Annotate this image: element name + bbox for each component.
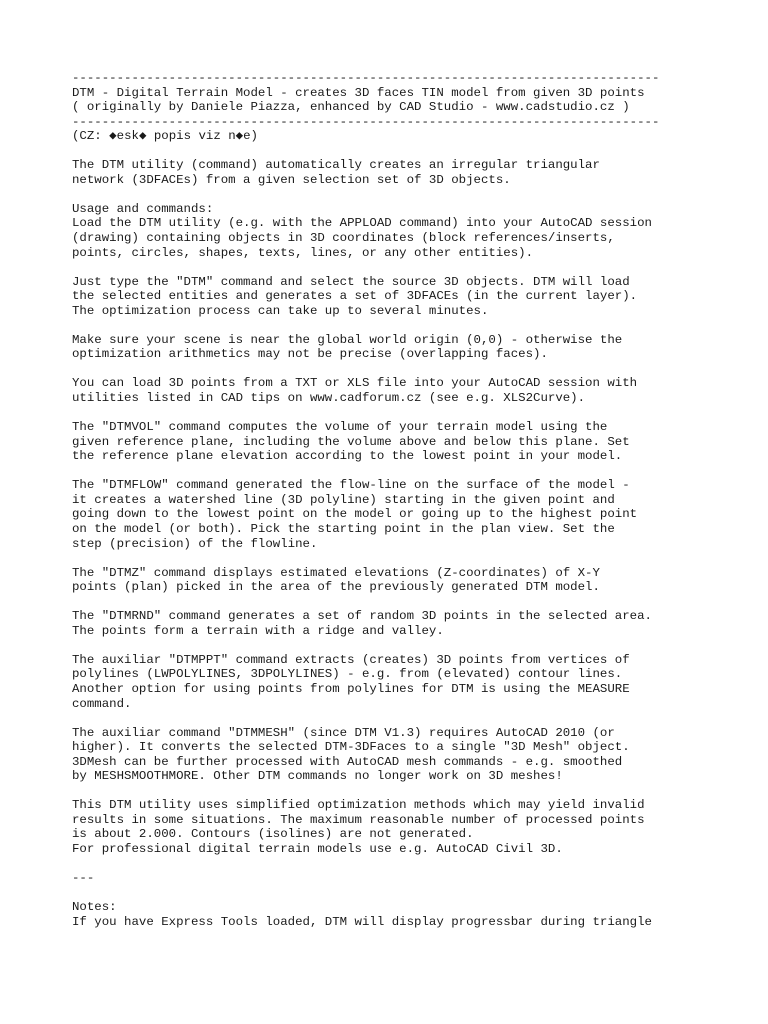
- text-line: points (plan) picked in the area of the previously generated DTM model.: [72, 580, 600, 595]
- text-line: The "DTMFLOW" command generated the flow-line on the surface of the model -: [72, 478, 630, 493]
- text-line: The "DTMRND" command generates a set of random 3D points in the selected area.: [72, 609, 652, 624]
- text-line: The DTM utility (command) automatically creates an irregular triangular: [72, 158, 600, 173]
- blank-line: [72, 144, 762, 159]
- text-line: the reference plane elevation according to the lowest point in your model.: [72, 449, 623, 464]
- blank-line: [72, 857, 762, 872]
- blank-line: [72, 187, 762, 202]
- text-line: it creates a watershed line (3D polyline) starting in the given point and: [72, 492, 615, 507]
- text-line: For professional digital terrain models use e.g. AutoCAD Civil 3D.: [72, 841, 563, 856]
- blank-line: [72, 784, 762, 799]
- text-line: ---: [72, 871, 95, 886]
- blank-line: [72, 464, 762, 479]
- text-line: is about 2.000. Contours (isolines) are not generated.: [72, 827, 474, 842]
- blank-line: [72, 595, 762, 610]
- text-line: points, circles, shapes, texts, lines, or any other entities).: [72, 245, 534, 260]
- text-line: -------------------------------------------------------------------------------: [72, 114, 660, 129]
- text-line: Another option for using points from polylines for DTM is using the MEASURE: [72, 681, 630, 696]
- text-line: Load the DTM utility (e.g. with the APPLOAD command) into your AutoCAD session: [72, 216, 652, 231]
- blank-line: [72, 260, 762, 275]
- text-line: -------------------------------------------------------------------------------: [72, 71, 660, 85]
- text-line: by MESHSMOOTHMORE. Other DTM commands no longer work on 3D meshes!: [72, 769, 563, 784]
- text-line: The points form a terrain with a ridge and valley.: [72, 623, 444, 638]
- blank-line: [72, 551, 762, 566]
- text-line: optimization arithmetics may not be precise (overlapping faces).: [72, 347, 548, 362]
- text-line: Make sure your scene is near the global world origin (0,0) - otherwise the: [72, 332, 623, 347]
- text-line: utilities listed in CAD tips on www.cadforum.cz (see e.g. XLS2Curve).: [72, 391, 586, 406]
- text-line: higher). It converts the selected DTM-3DFaces to a single "3D Mesh" object.: [72, 740, 630, 755]
- text-line: DTM - Digital Terrain Model - creates 3D faces TIN model from given 3D points: [72, 85, 645, 100]
- blank-line: [72, 638, 762, 653]
- text-line: This DTM utility uses simplified optimization methods which may yield invalid: [72, 798, 645, 813]
- text-line: results in some situations. The maximum reasonable number of processed points: [72, 812, 645, 827]
- text-line: on the model (or both). Pick the starting point in the plan view. Set the: [72, 521, 615, 536]
- blank-line: [72, 886, 762, 901]
- text-line: step (precision) of the flowline.: [72, 536, 318, 551]
- text-line: (drawing) containing objects in 3D coordinates (block references/inserts,: [72, 231, 615, 246]
- text-line: The auxiliar command "DTMMESH" (since DTM V1.3) requires AutoCAD 2010 (or: [72, 725, 615, 740]
- text-line: 3DMesh can be further processed with AutoCAD mesh commands - e.g. smoothed: [72, 754, 623, 769]
- text-line: going down to the lowest point on the model or going up to the highest point: [72, 507, 638, 522]
- text-line: If you have Express Tools loaded, DTM will display progressbar during triangle: [72, 914, 652, 929]
- text-line: The optimization process can take up to several minutes.: [72, 303, 489, 318]
- text-line: polylines (LWPOLYLINES, 3DPOLYLINES) - e.g. from (elevated) contour lines.: [72, 667, 623, 682]
- text-line: Usage and commands:: [72, 201, 214, 216]
- blank-line: [72, 711, 762, 726]
- text-line: Notes:: [72, 900, 117, 915]
- text-line: You can load 3D points from a TXT or XLS file into your AutoCAD session with: [72, 376, 638, 391]
- text-line: command.: [72, 696, 132, 711]
- blank-line: [72, 362, 762, 377]
- blank-line: [72, 318, 762, 333]
- text-line: The "DTMZ" command displays estimated elevations (Z-coordinates) of X-Y: [72, 565, 600, 580]
- text-line: given reference plane, including the volume above and below this plane. Set: [72, 434, 630, 449]
- text-line: ( originally by Daniele Piazza, enhanced by CAD Studio - www.cadstudio.cz ): [72, 100, 630, 115]
- text-line: the selected entities and generates a set of 3DFACEs (in the current layer).: [72, 289, 638, 304]
- text-line: (CZ: ◆esk◆ popis viz n◆e): [72, 129, 258, 144]
- blank-line: [72, 406, 762, 421]
- text-line: The "DTMVOL" command computes the volume of your terrain model using the: [72, 420, 608, 435]
- text-line: Just type the "DTM" command and select the source 3D objects. DTM will load: [72, 274, 630, 289]
- text-line: The auxiliar "DTMPPT" command extracts (creates) 3D points from vertices of: [72, 652, 630, 667]
- document-text: [72, 71, 762, 929]
- text-line: network (3DFACEs) from a given selection set of 3D objects.: [72, 172, 511, 187]
